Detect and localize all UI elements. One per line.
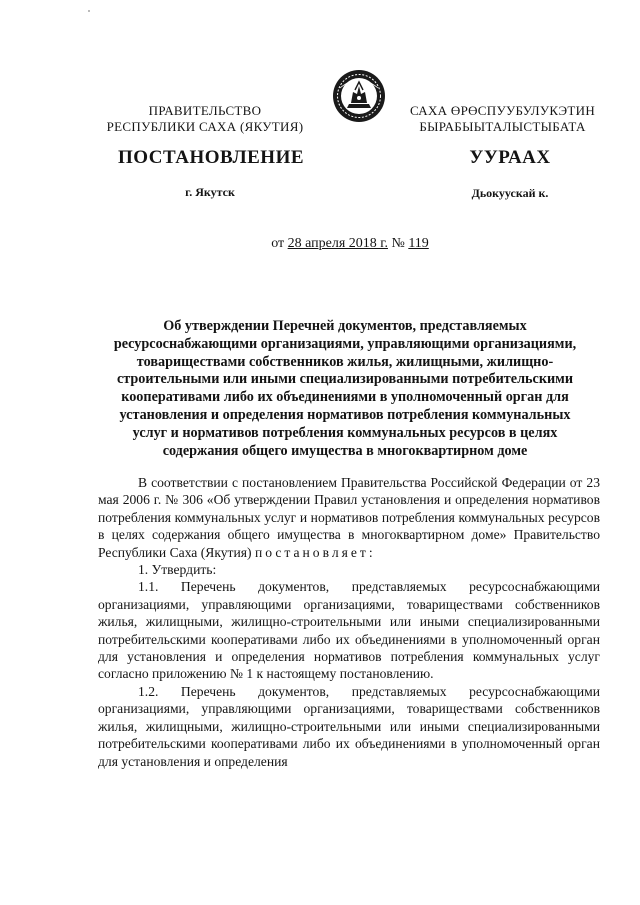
item-1-1: 1.1. Перечень документов, представляемых ресурсоснабжающими организациями, управляющими организациями, товариществами собственников жилья, жилищными, жилищно-строительными или иными специализированными потребительскими кооперативами либо их объединениями в уполномоченный орган для установления и определения нормативов потребления коммунальных услуг согласно приложению № 1 к настоящему постановлению. <box>98 579 600 682</box>
doc-type-sakha: УУРААХ <box>469 147 551 168</box>
doc-type-ru: ПОСТАНОВЛЕНИЕ <box>118 147 305 168</box>
title-line: установления и определения нормативов потребления коммунальных <box>119 406 571 423</box>
preamble-paragraph <box>98 474 600 561</box>
scan-speck <box>88 10 90 12</box>
city-sakha: Дьокуускай к. <box>471 186 549 200</box>
header-left-authority <box>100 103 310 135</box>
header-right-line2: БЫРАБЫЫТАЛЫСТЫБАТА <box>419 119 586 134</box>
decree-number: 119 <box>408 236 429 251</box>
header-right-line1: САХА ӨРӨСПУУБУЛУКЭТИН <box>409 103 596 118</box>
decree-word: постановляет: <box>254 544 376 560</box>
title-line: услуг и нормативов потребления коммунальных ресурсов в целях <box>132 424 558 441</box>
document-body <box>98 474 600 770</box>
title-line: строительными или иными специализированными потребительскими <box>116 371 574 388</box>
item-1: 1. Утвердить: <box>138 562 217 578</box>
title-line: товариществами собственников жилья, жилищными, жилищно- <box>136 353 554 370</box>
number-sign: № <box>391 236 405 251</box>
coat-of-arms-icon <box>331 68 387 124</box>
header-right-authority <box>385 103 620 135</box>
header-left-line1: ПРАВИТЕЛЬСТВО <box>148 103 262 118</box>
title-line: ресурсоснабжающими организациями, управляющими организациями, <box>113 335 577 352</box>
date-prefix: от <box>271 236 285 251</box>
title-line: кооперативами либо их объединениями в уполномоченный орган для <box>121 389 569 406</box>
header-left-line2: РЕСПУБЛИКИ САХА (ЯКУТИЯ) <box>106 119 304 134</box>
decree-date-line <box>200 236 500 252</box>
title-line: содержания общего имущества в многоквартирном доме <box>162 442 528 459</box>
decree-date: 28 апреля 2018 г. <box>287 236 388 251</box>
city-ru: г. Якутск <box>185 185 235 199</box>
preamble-text: В соответствии с постановлением Правительства Российской Федерации от 23 мая 2006 г. № 306 «Об утверждении Правил установления и определения нормативов потребления коммунальных услуг и нормативов потребления коммунальных ресурсов в целях содержания общего имущества в многоквартирном доме» Правительство Республики Саха (Якутия) <box>98 475 600 560</box>
document-title <box>95 318 595 460</box>
title-line: Об утверждении Перечней документов, представляемых <box>163 318 527 334</box>
item-1-2: 1.2. Перечень документов, представляемых ресурсоснабжающими организациями, управляющими организациями, товариществами собственников жилья, жилищными, жилищно-строительными или иными специализированными потребительскими кооперативами либо их объединениями в уполномоченный орган для установления и определения <box>98 683 600 769</box>
